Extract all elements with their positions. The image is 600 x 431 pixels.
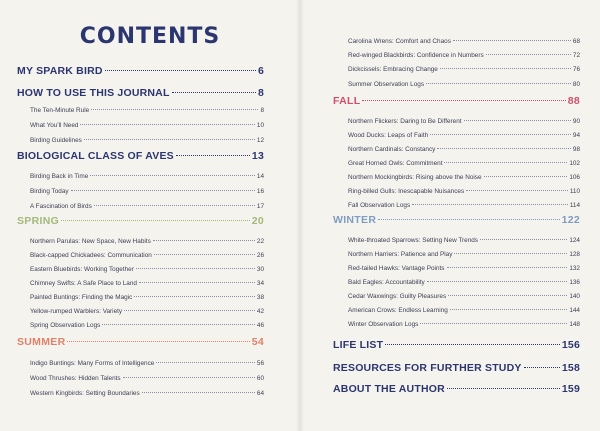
- toc-entry-page-number: 158: [561, 362, 580, 374]
- toc-entry-page-number: 8: [257, 87, 264, 99]
- dot-leader: [67, 341, 249, 342]
- toc-entry-bald-eagles: [348, 279, 580, 286]
- toc-entry-title: Summer Observation Logs: [348, 81, 425, 88]
- dot-leader: [444, 162, 567, 163]
- dot-leader: [102, 324, 255, 325]
- toc-entry-title: HOW TO USE THIS JOURNAL: [17, 87, 170, 99]
- toc-entry-page-number: 148: [569, 321, 580, 328]
- dot-leader: [454, 253, 567, 254]
- toc-entry-title: Spring Observation Logs: [30, 322, 101, 329]
- toc-entry-page-number: 124: [569, 237, 580, 244]
- dot-leader: [123, 377, 255, 378]
- toc-entry-title: SPRING: [17, 215, 60, 227]
- toc-entry-page-number: 122: [561, 214, 580, 226]
- toc-entry-what-youll-need: [30, 122, 264, 129]
- toc-entry-ten-minute-rule: [30, 107, 264, 114]
- dot-leader: [448, 295, 567, 296]
- toc-entry-summer-logs: [348, 81, 580, 88]
- toc-entry-white-throated: [348, 237, 580, 244]
- toc-entry-birding-back-in-time: [30, 173, 264, 180]
- toc-entry-wood-ducks: [348, 132, 580, 139]
- toc-entry-page-number: 132: [569, 265, 580, 272]
- toc-entry-title: Birding Guidelines: [30, 137, 82, 144]
- toc-entry-northern-mockingbirds: [348, 174, 580, 181]
- toc-entry-title: Wood Thrushes: Hidden Talents: [30, 375, 121, 382]
- toc-entry-page-number: 10: [256, 122, 264, 129]
- toc-entry-title: Fall Observation Logs: [348, 202, 411, 209]
- toc-entry-title: WINTER: [333, 214, 377, 226]
- toc-entry-title: Yellow-rumped Warblers: Variety: [30, 308, 123, 315]
- toc-entry-page-number: 20: [251, 215, 264, 227]
- dot-leader: [466, 190, 568, 191]
- toc-entry-title: Northern Mockingbirds: Rising above the Noise: [348, 174, 482, 181]
- toc-entry-resources: [333, 362, 580, 374]
- toc-entry-page-number: 90: [572, 118, 580, 125]
- toc-entry-title: Western Kingbirds: Setting Boundaries: [30, 390, 140, 397]
- toc-entry-page-number: 88: [567, 95, 580, 107]
- toc-entry-title: Northern Flickers: Daring to Be Different: [348, 118, 462, 125]
- toc-entry-page-number: 72: [572, 52, 580, 59]
- toc-entry-title: SUMMER: [17, 336, 66, 348]
- toc-entry-title: Indigo Buntings: Many Forms of Intelligence: [30, 360, 155, 367]
- toc-entry-page-number: 68: [572, 38, 580, 45]
- toc-entry-page-number: 6: [257, 65, 264, 77]
- toc-entry-winter: [333, 214, 580, 226]
- dot-leader: [524, 367, 560, 368]
- dot-leader: [134, 296, 255, 297]
- toc-entry-spring-logs: [30, 322, 264, 329]
- dot-leader: [61, 220, 250, 221]
- toc-entry-life-list: [333, 339, 580, 351]
- toc-entry-dickcissels: [348, 66, 580, 73]
- dot-leader: [153, 240, 255, 241]
- dot-leader: [124, 310, 255, 311]
- toc-entry-title: Northern Parulas: New Space, New Habits: [30, 238, 151, 245]
- toc-entry-great-horned-owls: [348, 160, 580, 167]
- dot-leader: [94, 205, 255, 206]
- dot-leader: [427, 281, 568, 282]
- toc-entry-title: Red-winged Blackbirds: Confidence in Numbers: [348, 52, 484, 59]
- toc-entry-red-tailed-hawks: [348, 265, 580, 272]
- toc-entry-page-number: 144: [569, 307, 580, 314]
- toc-entry-title: American Crows: Endless Learning: [348, 307, 448, 314]
- toc-entry-summer: [17, 336, 264, 348]
- toc-entry-fall: [333, 95, 580, 107]
- toc-entry-page-number: 80: [572, 81, 580, 88]
- toc-entry-title: Painted Buntings: Finding the Magic: [30, 294, 133, 301]
- dot-leader: [447, 388, 560, 389]
- toc-entry-page-number: 76: [572, 66, 580, 73]
- toc-entry-page-number: 94: [572, 132, 580, 139]
- dot-leader: [440, 68, 571, 69]
- toc-entry-birding-today: [30, 188, 264, 195]
- toc-entry-page-number: 106: [569, 174, 580, 181]
- toc-entry-fascination-of-birds: [30, 203, 264, 210]
- toc-entry-title: Wood Ducks: Leaps of Faith: [348, 132, 429, 139]
- dot-leader: [142, 392, 255, 393]
- toc-entry-wood-thrushes: [30, 375, 264, 382]
- toc-entry-fall-logs: [348, 202, 580, 209]
- toc-entry-title: RESOURCES FOR FURTHER STUDY: [333, 362, 522, 374]
- toc-entry-how-to-use: [17, 87, 264, 99]
- toc-entry-page-number: 110: [569, 188, 580, 195]
- dot-leader: [105, 70, 256, 71]
- toc-entry-title: BIOLOGICAL CLASS OF AVES: [17, 150, 174, 162]
- toc-entry-title: Red-tailed Hawks: Vantage Points: [348, 265, 445, 272]
- toc-entry-page-number: 114: [569, 202, 580, 209]
- right-page: [300, 0, 600, 431]
- toc-entry-title: Birding Today: [30, 188, 69, 195]
- toc-entry-painted-buntings: [30, 294, 264, 301]
- toc-entry-winter-logs: [348, 321, 580, 328]
- toc-entry-page-number: 46: [256, 322, 264, 329]
- toc-entry-chimney-swifts: [30, 280, 264, 287]
- toc-entry-american-crows: [348, 307, 580, 314]
- dot-leader: [437, 148, 571, 149]
- toc-entry-red-winged: [348, 52, 580, 59]
- dot-leader: [378, 219, 559, 220]
- dot-leader: [484, 176, 568, 177]
- toc-entry-page-number: 26: [256, 252, 264, 259]
- toc-entry-birding-guidelines: [30, 137, 264, 144]
- toc-entry-my-spark-bird: [17, 65, 264, 77]
- toc-entry-biological-class: [17, 150, 264, 162]
- toc-entry-page-number: 8: [260, 107, 264, 114]
- toc-entry-title: Black-capped Chickadees: Communication: [30, 252, 152, 259]
- toc-entry-title: Birding Back in Time: [30, 173, 89, 180]
- dot-leader: [71, 190, 255, 191]
- toc-entry-western-kingbirds: [30, 390, 264, 397]
- page-title: CONTENTS: [79, 24, 221, 49]
- toc-entry-title: FALL: [333, 95, 361, 107]
- dot-leader: [362, 100, 565, 101]
- toc-entry-page-number: 98: [572, 146, 580, 153]
- toc-entry-northern-flickers: [348, 118, 580, 125]
- toc-entry-title: Chimney Swifts: A Safe Place to Land: [30, 280, 137, 287]
- toc-entry-page-number: 30: [256, 266, 264, 273]
- toc-entry-page-number: 136: [569, 279, 580, 286]
- dot-leader: [154, 254, 255, 255]
- toc-entry-page-number: 22: [256, 238, 264, 245]
- dot-leader: [176, 155, 250, 156]
- toc-entry-page-number: 156: [561, 339, 580, 351]
- dot-leader: [136, 268, 255, 269]
- toc-entry-title: Eastern Bluebirds: Working Together: [30, 266, 134, 273]
- toc-entry-page-number: 42: [256, 308, 264, 315]
- dot-leader: [430, 134, 571, 135]
- dot-leader: [426, 83, 571, 84]
- toc-entry-page-number: 14: [256, 173, 264, 180]
- toc-entry-eastern-bluebirds: [30, 266, 264, 273]
- toc-entry-title: ABOUT THE AUTHOR: [333, 383, 445, 395]
- dot-leader: [486, 54, 571, 55]
- toc-entry-title: Northern Cardinals: Constancy: [348, 146, 436, 153]
- toc-entry-title: Dickcissels: Embracing Change: [348, 66, 438, 73]
- toc-entry-title: The Ten-Minute Rule: [30, 107, 90, 114]
- toc-entry-carolina-wrens: [348, 38, 580, 45]
- toc-entry-title: Great Horned Owls: Commitment: [348, 160, 443, 167]
- dot-leader: [80, 124, 254, 125]
- toc-entry-title: Northern Harriers: Patience and Play: [348, 251, 453, 258]
- toc-entry-yellow-rumped: [30, 308, 264, 315]
- toc-entry-page-number: 140: [569, 293, 580, 300]
- toc-entry-page-number: 159: [561, 383, 580, 395]
- dot-leader: [453, 40, 571, 41]
- toc-entry-ring-billed-gulls: [348, 188, 580, 195]
- toc-entry-title: Carolina Wrens: Comfort and Chaos: [348, 38, 451, 45]
- toc-entry-page-number: 64: [256, 390, 264, 397]
- toc-entry-page-number: 128: [569, 251, 580, 258]
- toc-entry-page-number: 17: [256, 203, 264, 210]
- dot-leader: [172, 92, 256, 93]
- toc-entry-title: Bald Eagles: Accountability: [348, 279, 425, 286]
- toc-entry-page-number: 56: [256, 360, 264, 367]
- dot-leader: [139, 282, 255, 283]
- toc-entry-page-number: 102: [569, 160, 580, 167]
- toc-entry-title: LIFE LIST: [333, 339, 384, 351]
- toc-entry-title: A Fascination of Birds: [30, 203, 92, 210]
- toc-entry-title: Ring-billed Gulls: Inescapable Nuisances: [348, 188, 465, 195]
- toc-entry-northern-harriers: [348, 251, 580, 258]
- toc-entry-northern-cardinals: [348, 146, 580, 153]
- toc-entry-page-number: 13: [251, 150, 264, 162]
- toc-entry-title: Winter Observation Logs: [348, 321, 419, 328]
- dot-leader: [447, 267, 568, 268]
- toc-entry-page-number: 12: [256, 137, 264, 144]
- dot-leader: [385, 344, 560, 345]
- dot-leader: [420, 323, 567, 324]
- toc-entry-page-number: 38: [256, 294, 264, 301]
- dot-leader: [156, 362, 255, 363]
- toc-entry-title: Cedar Waxwings: Guilty Pleasures: [348, 293, 447, 300]
- dot-leader: [450, 309, 568, 310]
- dot-leader: [480, 239, 567, 240]
- toc-entry-indigo-buntings: [30, 360, 264, 367]
- toc-entry-chickadees: [30, 252, 264, 259]
- toc-entry-page-number: 54: [251, 336, 264, 348]
- dot-leader: [84, 139, 255, 140]
- dot-leader: [91, 109, 258, 110]
- dot-leader: [90, 175, 255, 176]
- toc-entry-cedar-waxwings: [348, 293, 580, 300]
- toc-entry-northern-parulas: [30, 238, 264, 245]
- toc-entry-about-author: [333, 383, 580, 395]
- toc-entry-spring: [17, 215, 264, 227]
- toc-entry-title: MY SPARK BIRD: [17, 65, 103, 77]
- toc-entry-title: What You'll Need: [30, 122, 79, 129]
- dot-leader: [464, 120, 571, 121]
- toc-entry-page-number: 34: [256, 280, 264, 287]
- dot-leader: [412, 204, 568, 205]
- toc-entry-page-number: 60: [256, 375, 264, 382]
- toc-entry-title: White-throated Sparrows: Setting New Trends: [348, 237, 478, 244]
- toc-entry-page-number: 16: [256, 188, 264, 195]
